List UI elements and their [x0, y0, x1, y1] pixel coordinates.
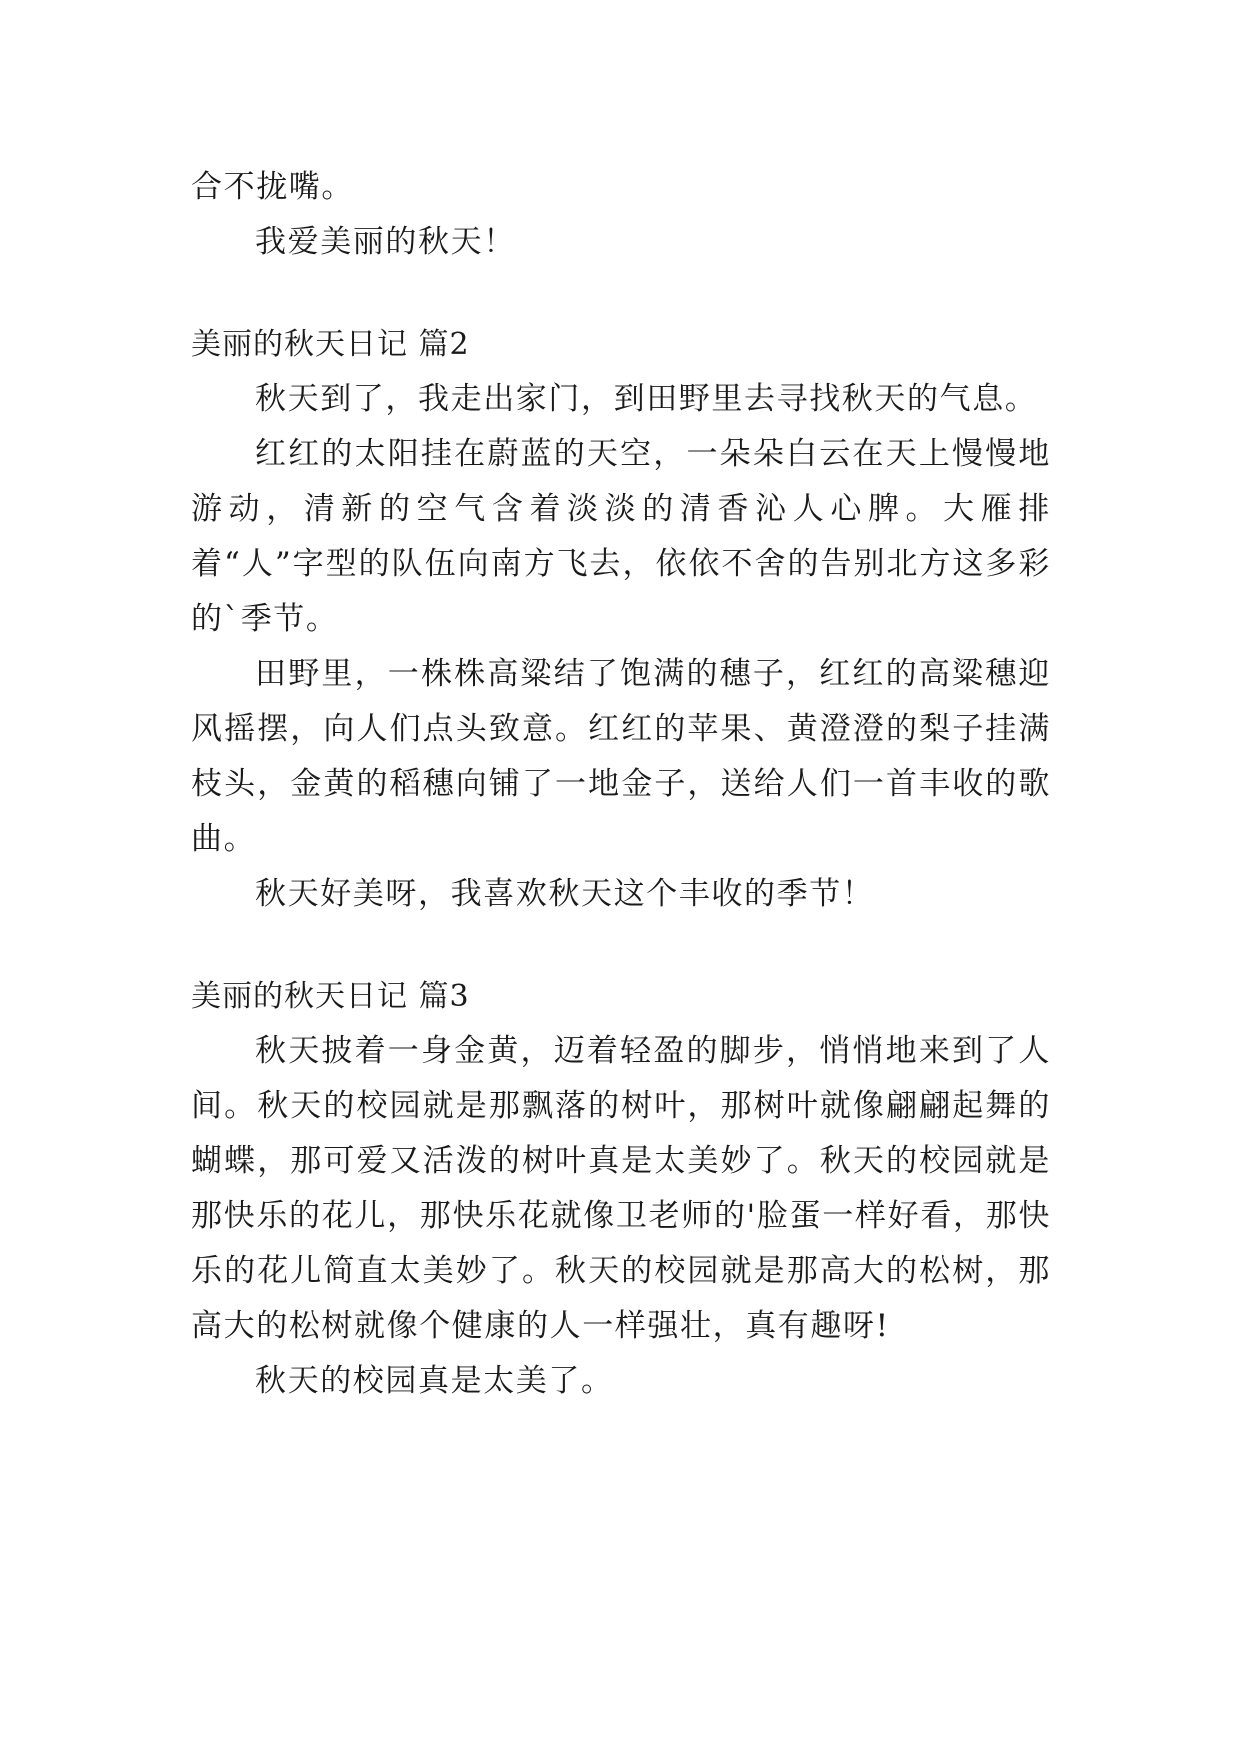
section-2	[191, 317, 1051, 922]
section-heading: 美丽的秋天日记 篇3	[191, 979, 470, 1014]
section-heading: 美丽的秋天日记 篇2	[191, 327, 470, 362]
paragraph: 秋天披着一身金黄，迈着轻盈的脚步，悄悄地来到了人间。秋天的校园就是那飘落的树叶，那树叶就像翩翩起舞的蝴蝶，那可爱又活泼的树叶真是太美妙了。秋天的校园就是那快乐的花儿，那快乐花就像卫老师的'脸蛋一样好看，那快乐的花儿简直太美妙了。秋天的校园就是那高大的松树，那高大的松树就像个健康的人一样强壮，真有趣呀!	[191, 1033, 1051, 1344]
paragraph: 秋天的校园真是太美了。	[255, 1363, 614, 1399]
document-body	[191, 160, 1051, 1409]
intro-closing: 我爱美丽的秋天！	[255, 224, 516, 260]
paragraph: 红红的太阳挂在蔚蓝的天空，一朵朵白云在天上慢慢地游动，清新的空气含着淡淡的清香沁人心脾。大雁排着“人”字型的队伍向南方飞去，依依不舍的告别北方这多彩的`季节。	[191, 436, 1051, 637]
paragraph: 秋天好美呀，我喜欢秋天这个丰收的季节！	[255, 876, 875, 912]
intro-continuation: 合不拢嘴。	[191, 169, 354, 205]
paragraph: 田野里，一株株高粱结了饱满的穗子，红红的高粱穗迎风摇摆，向人们点头致意。红红的苹果、黄澄澄的梨子挂满枝头，金黄的稻穗向铺了一地金子，送给人们一首丰收的歌曲。	[191, 656, 1051, 857]
section-3	[191, 969, 1051, 1409]
paragraph: 秋天到了，我走出家门，到田野里去寻找秋天的气息。	[255, 381, 1038, 417]
